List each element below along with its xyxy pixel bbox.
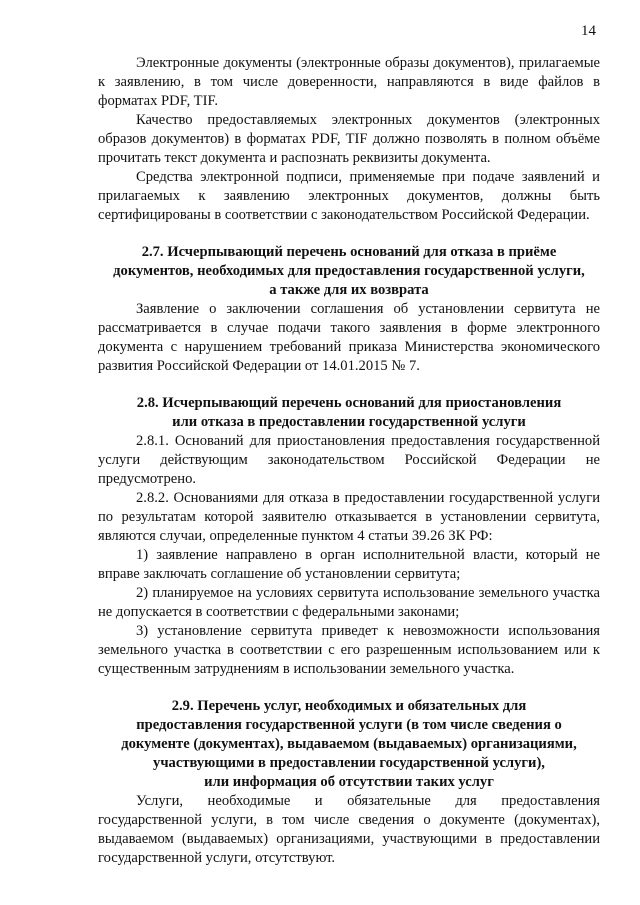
section-2-8-1-paragraph: 2.8.1. Оснований для приостановления предоставления государственной услуги действующим законодательством Российской Федерации не предусмотрено.	[98, 433, 600, 487]
heading-line: документов, необходимых для предоставления государственной услуги,	[113, 263, 585, 279]
section-2-9-paragraph: Услуги, необходимые и обязательные для предоставления государственной услуги, в том числе сведения о документе (документах), выдаваемом (выдаваемых) организациями, участвующими в предоставлении государственной услуги, отсутствуют.	[98, 793, 600, 866]
paragraph-document-quality: Качество предоставляемых электронных документов (электронных образов документов) в форматах PDF, TIF должно позволять в полном объёме прочитать текст документа и распознать реквизиты документа.	[98, 112, 600, 166]
list-item: 2) планируемое на условиях сервитута использование земельного участка не допускается в соответствии с федеральными законами;	[98, 585, 600, 620]
heading-line: или информация об отсутствии таких услуг	[204, 774, 494, 790]
heading-line: 2.9. Перечень услуг, необходимых и обязательных для	[171, 698, 527, 714]
heading-line: 2.8. Исчерпывающий перечень оснований для приостановления	[136, 395, 562, 411]
heading-line: предоставления государственной услуги (в том числе сведения о	[136, 717, 562, 733]
section-2-9-heading	[98, 697, 600, 792]
section-2-7-paragraph: Заявление о заключении соглашения об установлении сервитута не рассматривается в случае подачи такого заявления в форме электронного документа с нарушением требований приказа Министерства экономического развития Российской Федерации от 14.01.2015 № 7.	[98, 301, 600, 374]
heading-line: а также для их возврата	[269, 282, 429, 298]
section-2-8-heading	[98, 394, 600, 432]
heading-line: участвующими в предоставлении государственной услуги),	[153, 755, 545, 771]
paragraph-electronic-signature: Средства электронной подписи, применяемые при подаче заявлений и прилагаемых к заявлению электронных документов, должны быть сертифицированы в соответствии с законодательством Российской Федерации.	[98, 169, 600, 223]
page-number: 14	[581, 23, 596, 39]
section-2-7-heading	[98, 243, 600, 300]
heading-line: документе (документах), выдаваемом (выдаваемых) организациями,	[121, 736, 577, 752]
list-item: 1) заявление направлено в орган исполнительной власти, который не вправе заключать соглашение об установлении сервитута;	[98, 547, 600, 582]
document-body	[98, 54, 600, 868]
section-2-8-2-paragraph: 2.8.2. Основаниями для отказа в предоставлении государственной услуги по результатам которой заявителю отказывается в установлении сервитута, являются случаи, определенные пунктом 4 статьи 39.26 ЗК РФ:	[98, 490, 600, 544]
heading-line: 2.7. Исчерпывающий перечень оснований для отказа в приёме	[141, 244, 557, 260]
list-item: 3) установление сервитута приведет к невозможности использования земельного участка в соответствии с его разрешенным использованием или к существенным затруднениям в использовании земельного участка.	[98, 623, 600, 677]
paragraph-electronic-documents: Электронные документы (электронные образы документов), прилагаемые к заявлению, в том числе доверенности, направляются в виде файлов в форматах PDF, TIF.	[98, 55, 600, 109]
heading-line: или отказа в предоставлении государственной услуги	[172, 414, 526, 430]
